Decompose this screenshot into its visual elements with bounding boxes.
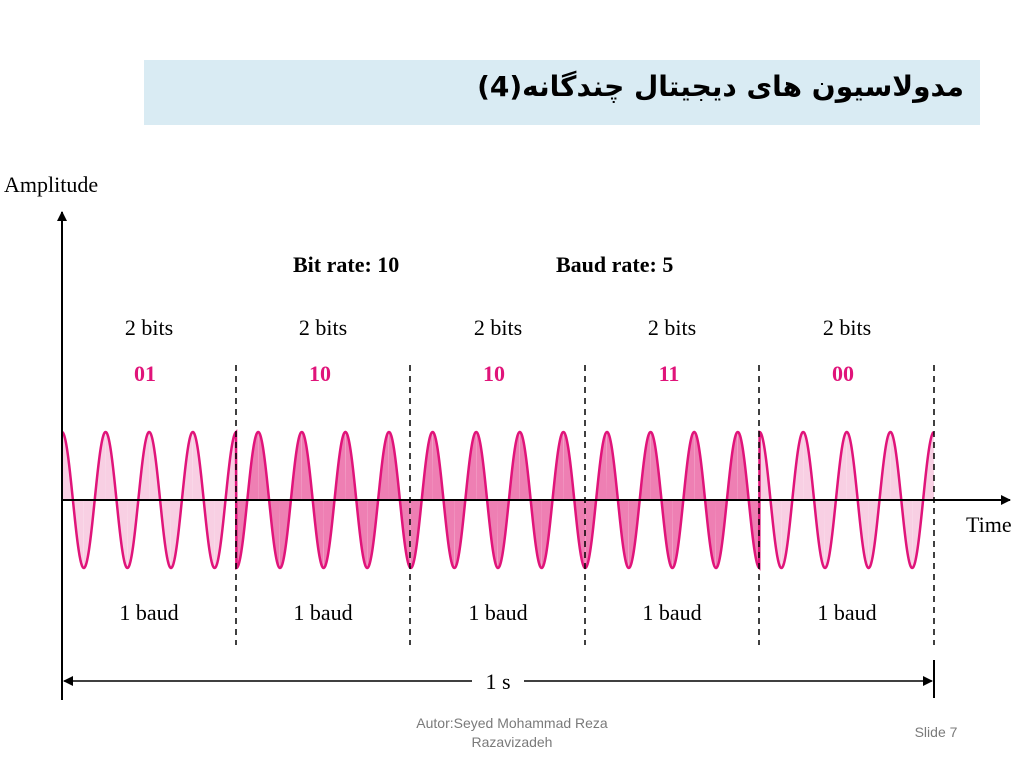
bits-label: 2 bits xyxy=(298,315,348,340)
baud-label: 1 baud xyxy=(119,600,179,625)
y-axis-label: Amplitude xyxy=(4,172,99,197)
baud-label: 1 baud xyxy=(642,600,702,625)
slide-title: مدولاسیون های دیجیتال چندگانه(4) xyxy=(477,70,964,103)
bits-label: 2 bits xyxy=(822,315,872,340)
bit-rate-label: Bit rate: 10 xyxy=(293,252,400,277)
bit-code: 01 xyxy=(134,361,156,386)
footer-author xyxy=(380,714,644,752)
slide-number: Slide 7 xyxy=(914,724,958,740)
author-line-1: Autor:Seyed Mohammad Reza xyxy=(416,715,608,731)
bits-label: 2 bits xyxy=(473,315,523,340)
bit-code: 10 xyxy=(309,361,331,386)
baud-label: 1 baud xyxy=(293,600,353,625)
bits-label: 2 bits xyxy=(647,315,697,340)
x-axis-label: Time xyxy=(966,512,1012,537)
author-line-2: Razavizadeh xyxy=(471,734,553,750)
bits-label: 2 bits xyxy=(124,315,174,340)
baud-label: 1 baud xyxy=(817,600,877,625)
bit-code: 00 xyxy=(832,361,854,386)
duration-label: 1 s xyxy=(485,669,511,694)
baud-rate-label: Baud rate: 5 xyxy=(556,252,674,277)
bit-code: 10 xyxy=(483,361,505,386)
baud-label: 1 baud xyxy=(468,600,528,625)
bit-code: 11 xyxy=(658,361,680,386)
